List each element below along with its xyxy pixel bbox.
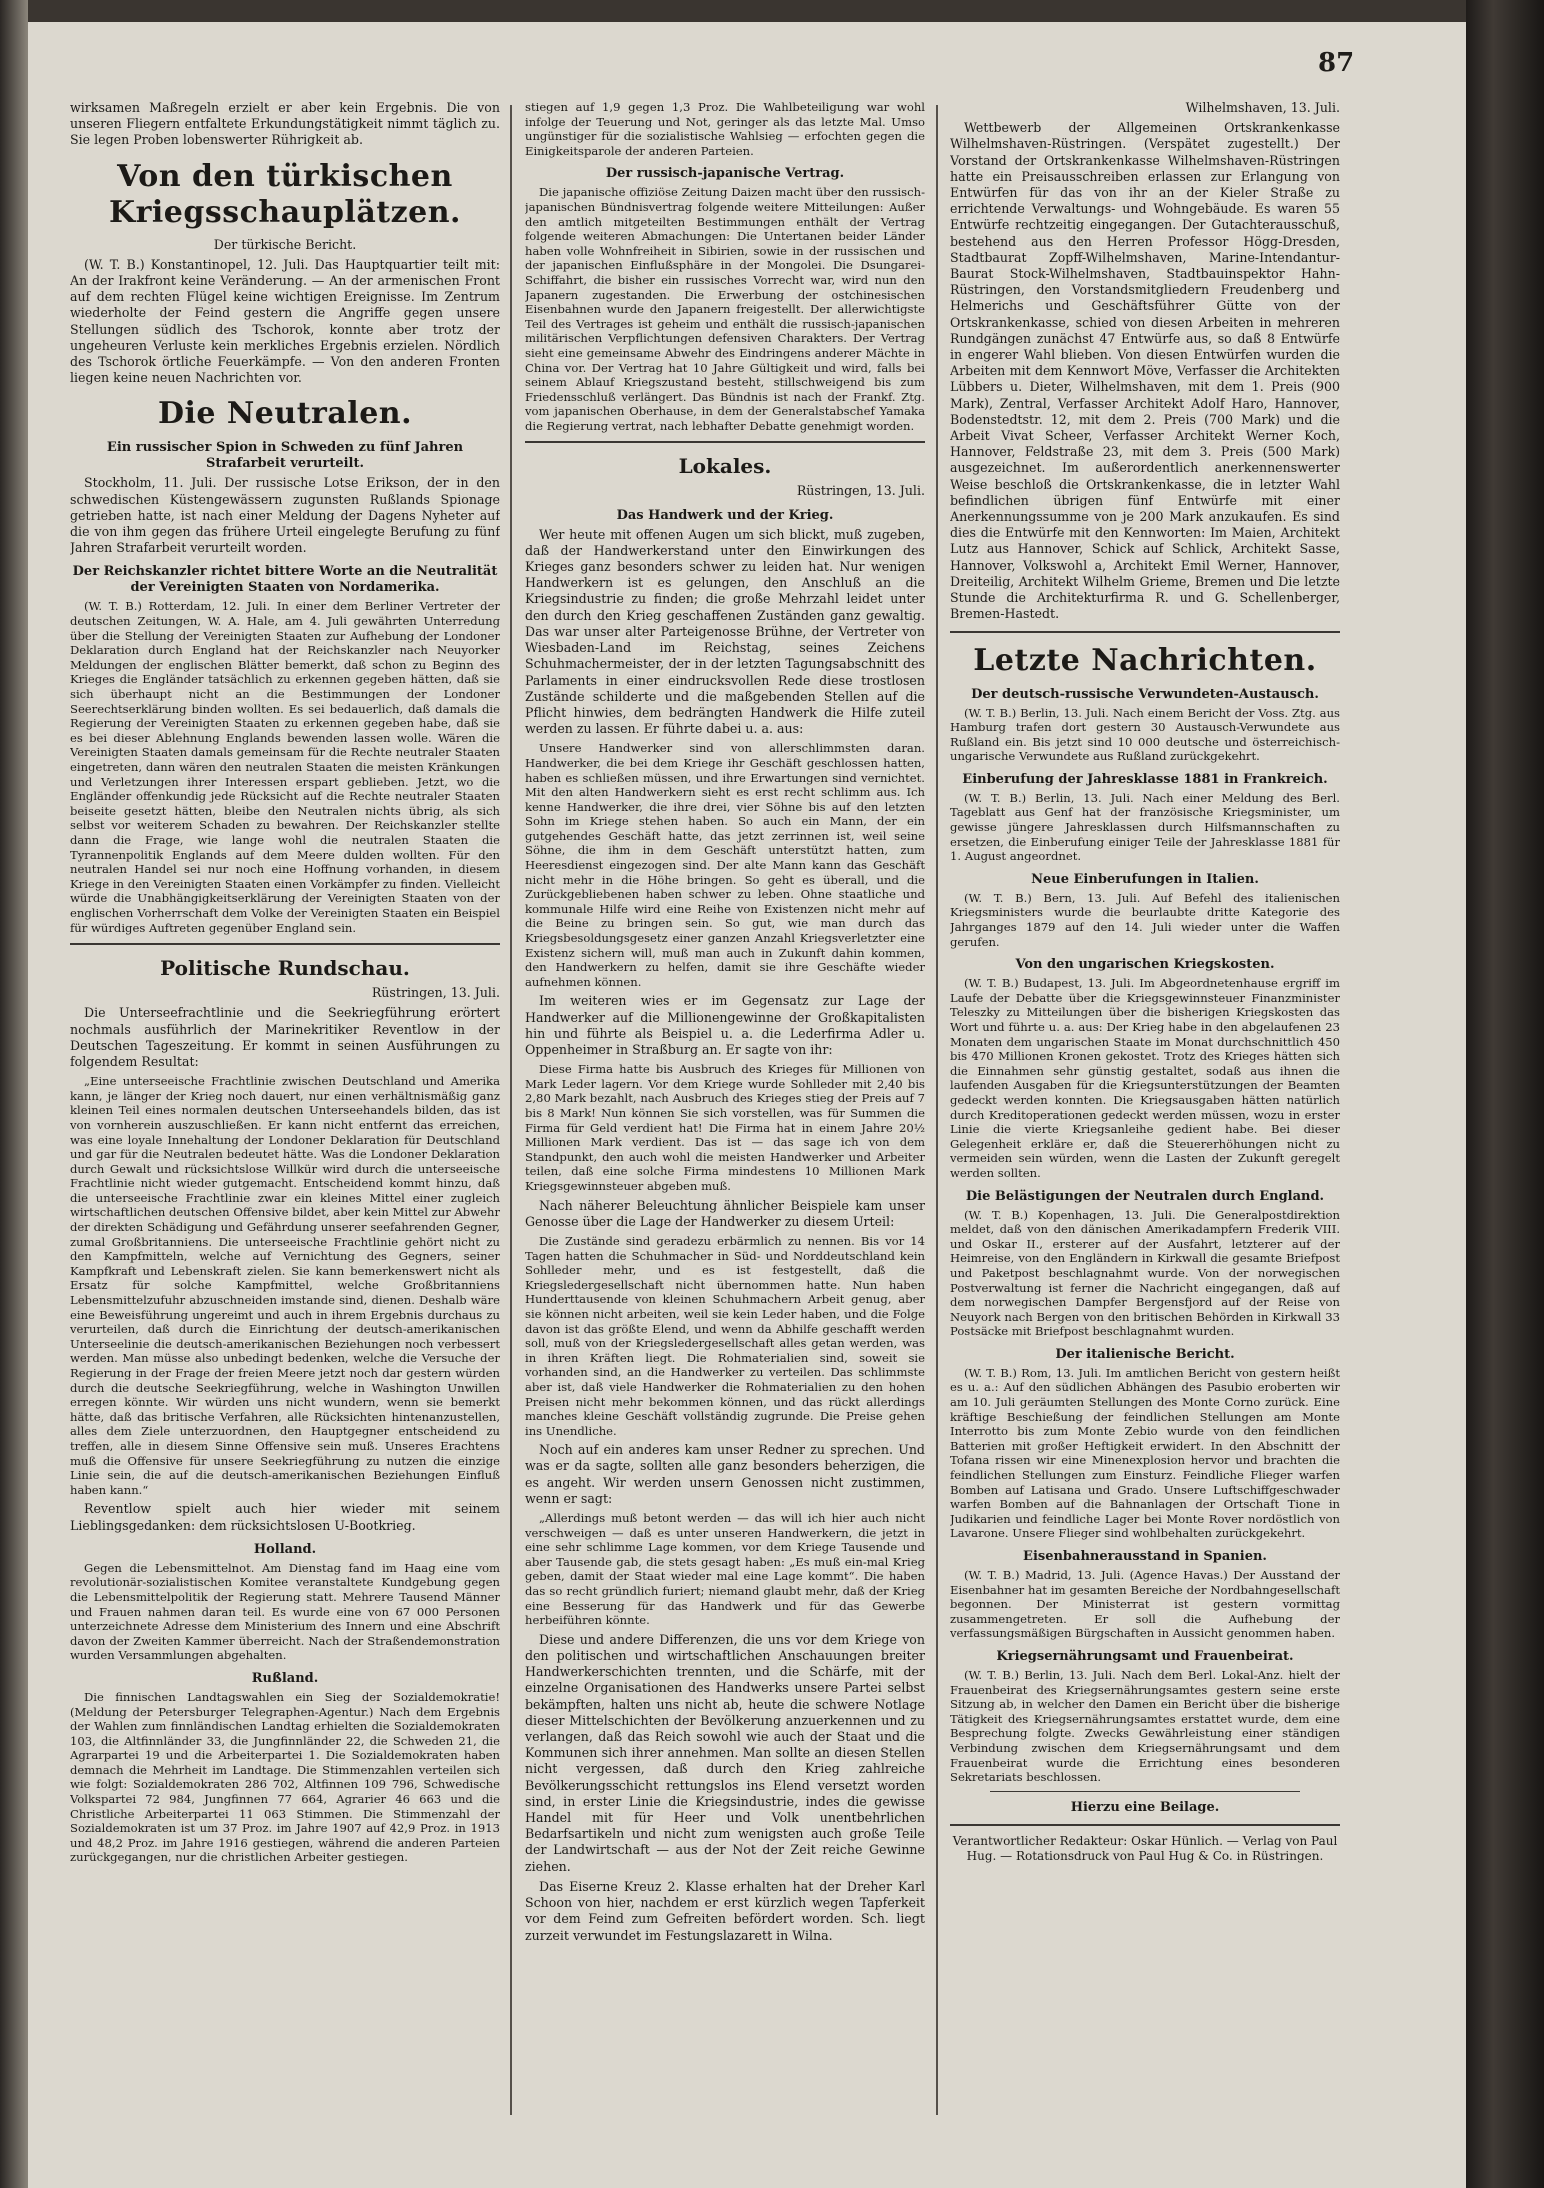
- paragraph: (W. T. B.) Konstantinopel, 12. Juli. Das Hauptquartier teilt mit: An der Irakfront keine Veränderung. — An der armenischen Front auf dem rechten Flügel keine wichtigen Ereignisse. Im Zentrum wiederholte der Feind gestern die Angriffe gegen unsere Stellungen südlich des Tschorok, konnte aber trotz der ungeheuren Verluste kein merkliches Ergebnis erzielen. Nördlich des Tschorok örtliche Feuerkämpfe. — Von den anderen Fronten liegen keine neuen Nachrichten vor.: [70, 256, 500, 386]
- subheadline: Ein russischer Spion in Schweden zu fünf Jahren Strafarbeit verurteilt.: [106, 440, 464, 472]
- paragraph: wirksamen Maßregeln erzielt er aber kein Ergebnis. Die von unseren Fliegern entfaltete Erkundungstätigkeit nimmt täglich zu. Sie legen Proben lobenswerter Rührigkeit ab.: [70, 100, 500, 148]
- paragraph: „Allerdings muß betont werden — das will ich hier auch nicht verschweigen — daß es unter unseren Handwerkern, die jetzt in eine sehr schlimme Lage kommen, vor dem Kriege Tausende und aber Tausende gab, die stets gesagt haben: „Es muß ein-mal Krieg geben, damit der Staat wieder mal eine Lage kommt“. Die haben das so recht gründlich furiert; niemand glaubt mehr, daß der Krieg eine Besserung für das Handwerk und für das Gewerbe herbeiführen könnte.: [525, 1511, 925, 1628]
- column-3: [950, 100, 1340, 2125]
- subheadline: Der türkische Bericht.: [213, 236, 357, 252]
- paragraph: „Eine unterseeische Frachtlinie zwischen Deutschland und Amerika kann, je länger der Krieg noch dauert, nur einen verhältnismäßig ganz kleinen Teil eines normalen deutschen Unterseehandels bilden, das ist von vornherein auszuschließen. Er kann nicht entfernt das erreichen, was eine loyale Innehaltung der Londoner Deklaration für Deutschland und gar für die Neutralen bedeutet hätte. Was die Londoner Deklaration durch Gewalt und rücksichtslose Willkür wird durch die unterseeische Frachtlinie nicht wieder gutgemacht. Entscheidend kommt hinzu, daß die unterseeische Frachtlinie zwar ein kleines Mittel einer zugleich wirtschaftlichen deutschen Offensive bildet, aber kein Mittel zur Abwehr der direkten Schädigung und Gefährdung unserer seefahrenden Gegner, zumal Großbritanniens. Die unterseeische Frachtlinie gehört nicht zu den Kampfmitteln, welche auf Vernichtung des Gegners, seiner Kampfkraft und Lebenskraft zielen. Sie kann bemerkenswert nicht als Ersatz für solche Kampfmittel, welche Großbritanniens Lebensmittelzufuhr abzuschneiden imstande sind, dienen. Deshalb wäre eine Beweisführung ungereimt und auch in ihrem Ergebnis durchaus zu verurteilen, daß durch die Einrichtung der deutsch-amerikanischen Unterseelinie die deutsch-amerikanischen Beziehungen noch verbessert werden. Man müsse also unbedingt bedenken, welche die Versuche der Regierung in der Frage der freien Meere jetzt noch dar gestern würden durch die deutsche Seekriegführung, welche in Washington Unwillen erregen könnte. Wir würden uns nicht wundern, wenn sie bemerkt hätte, daß das britische Verfahren, alle Rücksichten hintenanzustellen, alles dem Ziele unterzuordnen, den Hauptgegner entscheidend zu treffen, alle in diesem Sinne Offensive sein muß. Unseres Erachtens muß die Offensive für unsere Seekriegführung zu nutzen die einzige Linie sein, die auf die deutsch-amerikanischen Beziehungen Einfluß haben kann.“: [70, 1074, 500, 1497]
- section-heading-russland: Rußland.: [251, 1670, 319, 1686]
- column-1: [70, 100, 500, 2125]
- subheadline: Der Reichskanzler richtet bittere Worte an die Neutralität der Vereinigten Staaten von Nordamerika.: [72, 564, 498, 596]
- paragraph: Reventlow spielt auch hier wieder mit seinem Lieblingsgedanken: dem rücksichtslosen U-Bootkrieg.: [70, 1501, 500, 1533]
- paragraph: (W. T. B.) Berlin, 13. Juli. Nach einer Meldung des Berl. Tageblatt aus Genf hat der französische Kriegsminister, um gewisse jüngere Jahresklassen durch Hilfsmannschaften zu ersetzen, die Einberufung einiger Teile der Jahresklasse 1881 für 1. August angeordnet.: [950, 790, 1340, 864]
- subheadline: Eisenbahnerausstand in Spanien.: [1023, 1549, 1267, 1564]
- section-divider: [950, 1824, 1340, 1826]
- supplement-note: Hierzu eine Beilage.: [1070, 1799, 1220, 1815]
- paragraph: Diese Firma hatte bis Ausbruch des Krieges für Millionen von Mark Leder lagern. Vor dem Kriege wurde Sohlleder mit 2,40 bis 2,80 Mark bezahlt, nach Ausbruch des Krieges stieg der Preis auf 7 bis 8 Mark! Nun können Sie sich vorstellen, was für Summen die Firma für Geld verdient hat! Die Firma hat in einem Jahre 20½ Millionen Mark verdient. Das ist — das sage ich von dem Standpunkt, den auch wohl die meisten Handwerker und Arbeiter teilen, daß eine solche Firma mindestens 10 Millionen Mark Kriegsgewinnsteuer abgeben muß.: [525, 1062, 925, 1193]
- headline-tuerkische-kriegsschauplaetze: Von den türkischen Kriegsschauplätzen.: [109, 158, 461, 230]
- paragraph: Die finnischen Landtagswahlen ein Sieg der Sozialdemokratie! (Meldung der Petersburger Telegraphen-Agentur.) Nach dem Ergebnis der Wahlen zum finnländischen Landtag erhielten die Sozialdemokraten 103, die Altfinnländer 33, die Jungfinnländer 22, die Schweden 21, die Agrarpartei 19 und die Arbeiterpartei 1. Die Sozialdemokraten haben demnach die Mehrheit im Landtage. Die Stimmenzahlen verteilen sich wie folgt: Sozialdemokraten 286 702, Altfinnen 109 796, Schwedische Volkspartei 72 984, Jungfinnen 77 664, Agrarier 46 663 und die Christliche Arbeiterpartei 11 063 Stimmen. Die Stimmenzahl der Sozialdemokraten ist um 37 Proz. im Jahre 1907 auf 42,9 Proz. in 1913 und 48,2 Proz. im Jahre 1916 gestiegen, während die anderen Parteien zurückgegangen, nur die christlichen Arbeiter gestiegen.: [70, 1689, 500, 1865]
- section-divider: [525, 441, 925, 443]
- paragraph: Wettbewerb der Allgemeinen Ortskrankenkasse Wilhelmshaven-Rüstringen. (Verspätet zugestellt.) Der Vorstand der Ortskrankenkasse Wilhelmshaven-Rüstringen hatte ein Preisausschreiben erlassen zur Erlangung von Entwürfen für das von ihr an der Kieler Straße zu errichtende Verwaltungs- und Wohngebäude. Es waren 55 Entwürfe rechtzeitig eingegangen. Der Gutachterausschuß, bestehend aus den Herren Professor Högg-Dresden, Stadtbaurat Zopff-Wilhelmshaven, Marine-Intendantur-Baurat Stock-Wilhelmshaven, Stadtbauinspektor Hahn-Rüstringen, den Vorstandsmitgliedern Freudenberg und Helmerichs und Geschäftsführer Gütte von der Ortskrankenkasse, schied von diesen Arbeiten in mehreren Rundgängen zunächst 47 Entwürfe aus, so daß 8 Entwürfe in engerer Wahl blieben. Von diesen Entwürfen wurden die Arbeiten mit dem Kennwort Möve, Verfasser die Architekten Lübbers u. Dieter, Wilhelmshaven, mit dem 1. Preis (900 Mark), Zentral, Verfasser Architekt Adolf Haro, Hannover, Bodenstedtstr. 12, mit dem 2. Preis (700 Mark) und die Arbeit Vivat Scheer, Verfasser Architekt Werner Koch, Hannover, Feldstraße 23, mit dem 3. Preis (500 Mark) ausgezeichnet. Im außerordentlich anerkennenswerter Weise beschloß die Ortskrankenkasse, die in letzter Wahl befindlichen übrigen fünf Entwürfe mit einer Anerkennungssumme von je 200 Mark anzukaufen. Es sind dies die Entwürfe mit den Kennworten: Im Maien, Architekt Lutz aus Hannover, Schick auf Schlick, Architekt Sasse, Hannover, Volkswohl a, Architekt Emil Werner, Hannover, Dreiteilig, Architekt Wilhelm Grieme, Bremen und Die letzte Stunde die Architekturfirma R. und G. Schellenberger, Bremen-Hastedt.: [950, 120, 1340, 622]
- paragraph: Noch auf ein anderes kam unser Redner zu sprechen. Und was er da sagte, sollten alle ganz besonders beherzigen, die es angeht. Wir werden unsern Genossen nicht zustimmen, wenn er sagt:: [525, 1442, 925, 1506]
- book-left-edge: [0, 0, 28, 2188]
- paragraph: (W. T. B.) Bern, 13. Juli. Auf Befehl des italienischen Kriegsministers wurde die beurlaubte dritte Kategorie des Jahrganges 1879 auf den 14. Juli wieder unter die Waffen gerufen.: [950, 890, 1340, 949]
- dateline: Rüstringen, 13. Juli.: [371, 985, 500, 1001]
- book-binding: [1466, 0, 1544, 2188]
- subheadline: Der italienische Bericht.: [1055, 1346, 1235, 1362]
- column-2: [525, 100, 925, 2125]
- dateline: Wilhelmshaven, 13. Juli.: [1185, 100, 1340, 115]
- paragraph: (W. T. B.) Berlin, 13. Juli. Nach dem Berl. Lokal-Anz. hielt der Frauenbeirat des Kriegsernährungsamtes gestern seine erste Sitzung ab, in welcher den Damen ein Bericht über die bisherige Tätigkeit des Kriegsernährungsamtes erstattet wurde, dem eine Besprechung folgte. Zwecks Gewährleistung einer ständigen Verbindung zwischen dem Kriegsernährungsamt und dem Frauenbeirat wurde die Errichtung eines besonderen Sekretariats beschlossen.: [950, 1667, 1340, 1785]
- paragraph: (W. T. B.) Berlin, 13. Juli. Nach einem Bericht der Voss. Ztg. aus Hamburg trafen dort gestern 30 Austausch-Verwundete aus Rußland ein. Bis jetzt sind 10 000 deutsche und österreichisch-ungarische Verwundete aus Rußland zurückgekehrt.: [950, 705, 1340, 764]
- section-divider: [950, 631, 1340, 633]
- column-rule: [510, 105, 512, 2115]
- paragraph: Gegen die Lebensmittelnot. Am Dienstag fand im Haag eine vom revolutionär-sozialistischen Komitee veranstaltete Kundgebung gegen die Lebensmittelpolitik der Regierung statt. Mehrere Tausend Männer und Frauen nahmen daran teil. Es wurde eine von 67 000 Personen unterzeichnete Adresse dem Ministerium des Innern und eine Abschrift davon der Zweiten Kammer überreicht. Nach der Straßendemonstration wurden Versammlungen abgehalten.: [70, 1560, 500, 1663]
- headline-letzte-nachrichten: Letzte Nachrichten.: [973, 642, 1317, 678]
- headline-lokales: Lokales.: [678, 454, 772, 479]
- paragraph: Im weiteren wies er im Gegensatz zur Lage der Handwerker auf die Millionengewinne der Großkapitalisten hin und führte als Beispiel u. a. die Lederfirma Adler u. Oppenheimer in Straßburg an. Er sagte von ihr:: [525, 993, 925, 1058]
- headline-die-neutralen: Die Neutralen.: [157, 396, 413, 432]
- paragraph: (W. T. B.) Rotterdam, 12. Juli. In einer dem Berliner Vertreter der deutschen Zeitungen, W. A. Hale, am 4. Juli gewährten Unterredung über die Stellung der Vereinigten Staaten zur Aufhebung der Londoner Deklaration durch England hat der Reichskanzler nach Neuyorker Meldungen der englischen Blätter bemerkt, daß schon zu Beginn des Krieges die Engländer tatsächlich zu erkennen gegeben hätten, daß sie sich überhaupt nicht an die Bestimmungen der Londoner Seerechtserklärung binden wollten. Es sei bedauerlich, daß damals die Regierung der Vereinigten Staaten zu erkennen gegeben habe, daß sie es bei dieser Ablehnung Englands bewenden lassen wolle. Wären die Vereinigten Staaten damals gemeinsam für die Rechte neutraler Staaten eingetreten, dann wären den neutralen Staaten die meisten Kränkungen und Verletzungen ihrer Interessen erspart geblieben. Jetzt, wo die Engländer offenkundig jede Rücksicht auf die Rechte neutraler Staaten beiseite gesetzt hätten, bleibe den Neutralen nichts übrig, als sich selbst vor weiterem Schaden zu bewahren. Der Reichskanzler stellte dann die Frage, wie lange wohl die neutralen Staaten die Tyrannenpolitik Englands auf dem Meere dulden wollten. Für den neutralen Handel sei nur noch eine Hoffnung vorhanden, in diesem Kriege in den Vereinigten Staaten einen Vorkämpfer zu finden. Vielleicht würde die Unabhängigkeitserklärung der Vereinigten Staaten von der englischen Vorherrschaft dem Volke der Vereinigten Staaten ein Beispiel für würdiges Auftreten gegenüber England sein.: [70, 599, 500, 935]
- paragraph: Das Eiserne Kreuz 2. Klasse erhalten hat der Dreher Karl Schoon von hier, nachdem er erst kürzlich wegen Tapferkeit vor dem Feind zum Gefreiten befördert worden. Sch. liegt zurzeit verwundet im Festungslazarett in Wilna.: [525, 1878, 925, 1943]
- paragraph: Wer heute mit offenen Augen um sich blickt, muß zugeben, daß der Handwerkerstand unter den Einwirkungen des Krieges ganz besonders schwer zu leiden hat. Nur wenigen Handwerkern ist es gelungen, den Anschluß an die Kriegsindustrie zu finden; die große Mehrzahl leidet unter den durch den Krieg geschaffenen Zuständen ganz gewaltig. Das war unser alter Parteigenosse Brühne, der Vertreter von Wiesbaden-Land im Reichstag, seines Zeichens Schuhmachermeister, der in der letzten Tagungsabschnitt des Parlaments in einer eindrucksvollen Rede diese trostlosen Zustände schilderte und die maßgebenden Stellen auf die Pflicht hinwies, dem bedrängten Handwerk die Hilfe zuteil werden zu lassen. Er führte dabei u. a. aus:: [525, 526, 925, 737]
- paragraph: Nach näherer Beleuchtung ähnlicher Beispiele kam unser Genosse über die Lage der Handwerker zu diesem Urteil:: [525, 1197, 925, 1229]
- dateline: Rüstringen, 13. Juli.: [796, 483, 925, 499]
- paragraph: (W. T. B.) Madrid, 13. Juli. (Agence Havas.) Der Ausstand der Eisenbahner hat im gesamten Bereiche der Nordbahngesellschaft begonnen. Der Ministerrat ist gestern vormittag zusammengetreten. Er soll die Aufhebung der verfassungsmäßigen Bürgschaften in Aussicht genommen haben.: [950, 1568, 1340, 1641]
- subheadline: Die Belästigungen der Neutralen durch England.: [965, 1188, 1325, 1204]
- subheadline: Kriegsernährungsamt und Frauenbeirat.: [996, 1648, 1294, 1664]
- subheadline: Das Handwerk und der Krieg.: [616, 507, 834, 523]
- subheadline: Der deutsch-russische Verwundeten-Austausch.: [971, 686, 1319, 702]
- paragraph: Die Zustände sind geradezu erbärmlich zu nennen. Bis vor 14 Tagen hatten die Schuhmacher in Süd- und Norddeutschland kein Sohlleder mehr, und es ist festgestellt, daß die Kriegsledergesellschaft nicht übernommen hatte. Nun haben Hunderttausende von kleinen Schuhmachern Arbeit genug, aber sie können nicht arbeiten, weil sie kein Leder haben, und die Folge davon ist das größte Elend, und wenn da Abhilfe geschafft werden soll, muß von der Kriegsledergesellschaft alles getan werden, was in ihren Kräften liegt. Die Rohmaterialien sind, soweit sie vorhanden sind, an die Handwerker zu verteilen. Das schlimmste aber ist, daß viele Handwerker die Rohmaterialien zu den hohen Preisen nicht mehr bekommen können, und das rückt allerdings manches kleine Geschäft vollständig zugrunde. Die Preise gehen ins Unendliche.: [525, 1233, 925, 1438]
- paragraph: (W. T. B.) Rom, 13. Juli. Im amtlichen Bericht von gestern heißt es u. a.: Auf den südlichen Abhängen des Pasubio eroberten wir am 10. Juli geräumten Stellungen des Monte Corno zurück. Eine kräftige Beschießung der feindlichen Stellungen am Monte Interrotto bis zum Monte Zebio wurde von den feindlichen Batterien mit großer Heftigkeit erwidert. In den Abschnitt der Tofana rissen wir eine Minenexplosion hervor und brachten die feindlichen Stellungen zum Einsturz. Feindliche Flieger warfen Bomben auf Latisana und Grado. Unsere Luftschiffgeschwader warfen Bomben auf die Bahnanlagen der Ortschaft Tione in Judikarien und feindliche Lager bei Monte Rover nordöstlich von Lavarone. Unsere Flieger sind wohlbehalten zurückgekehrt.: [950, 1365, 1340, 1541]
- section-divider: [70, 943, 500, 945]
- column-rule: [936, 105, 938, 2115]
- paragraph: Diese und andere Differenzen, die uns vor dem Kriege von den politischen und wirtschaftlichen Anschauungen breiter Handwerkerschichten trennten, und die Schärfe, mit der einzelne Organisationen des Handwerks unsere Partei selbst bekämpften, halten uns nicht ab, heute die schwere Notlage dieser Mittelschichten der Bevölkerung anzuerkennen und zu verlangen, daß das Reich sowohl wie auch der Staat und die Kommunen sich ihrer annehmen. Man sollte an diesen Stellen nicht vergessen, daß durch den Krieg zahlreiche Bevölkerungsschicht rettungslos ins Elend versetzt worden sind, in erster Linie die Kriegsindustrie, indes die gewisse Handel mit für Heer und Volk unentbehrlichen Bedarfsartikeln und nicht zum wenigsten auch große Teile der Landwirtschaft — aus der Not der Zeit reiche Gewinne ziehen.: [525, 1631, 925, 1874]
- section-heading-holland: Holland.: [253, 1541, 317, 1557]
- paragraph: Unsere Handwerker sind von allerschlimmsten daran. Handwerker, die bei dem Kriege ihr Geschäft geschlossen hatten, haben es schließen müssen, und ihre Erwartungen sind vernichtet. Mit den alten Handwerkern sieht es erst recht schlimm aus. Ich kenne Handwerker, die ihre drei, vier Söhne bis auf den letzten Sohn im Kriege stehen haben. So auch ein Mann, der ein gutgehendes Geschäft hatte, das jetzt zerrinnen ist, weil seine Söhne, die ihm in dem Geschäft unterstützt hatten, zum Heeresdienst eingezogen sind. Der alte Mann kann das Geschäft nicht mehr in die Höhe bringen. So geht es überall, und die Zurückgebliebenen haben schwer zu leben. Ohne staatliche und kommunale Hilfe wird eine Reihe von Existenzen nicht mehr auf die Beine zu bringen sein. So gut, wie man durch das Kriegsbesoldungsgesetz einer ganzen Anzahl Kriegsverletzter eine Existenz sichern will, muß man auch in Zukunft dahin kommen, den Handwerkern zu helfen, damit sie ihre Geschäfte wieder aufnehmen können.: [525, 741, 925, 989]
- paragraph: (W. T. B.) Kopenhagen, 13. Juli. Die Generalpostdirektion meldet, daß von den dänischen Amerikadampfern Frederik VIII. und Oskar II., ersterer auf der Ausfahrt, letzterer auf der Heimreise, von den Engländern in Kirkwall die gesamte Briefpost und Paketpost beschlagnahmt wurde. Von der norwegischen Postverwaltung ist ferner die Nachricht eingegangen, daß auf dem norwegischen Dampfer Bergensfjord auf der Reise von Neuyork nach Bergen von den britischen Behörden in Kirkwall 33 Postsäcke mit Briefpost beschlagnahmt wurden.: [950, 1207, 1340, 1339]
- subheadline: Von den ungarischen Kriegskosten.: [1015, 957, 1275, 973]
- paragraph: (W. T. B.) Budapest, 13. Juli. Im Abgeordnetenhause ergriff im Laufe der Debatte über die Kriegsgewinnsteuer Finanzminister Teleszky zu Mitteilungen über die bisherigen Kriegskosten das Wort und führte u. a. aus: Der Krieg habe in den abgelaufenen 23 Monaten dem ungarischen Staate im Monat durchschnittlich 450 bis 470 Millionen Kronen gekostet. Trotz des Krieges hätten sich die Einnahmen sehr günstig gestaltet, sodaß aus ihnen die laufenden Ausgaben für die Kriegsunterstützungen der Beamten gedeckt werden konnten. Die Kriegsausgaben hätten natürlich durch Kreditoperationen gedeckt werden müssen, wozu in erster Linie die vierte Kriegsanleihe gedient habe. Bei dieser Gelegenheit erkläre er, daß die Steuererhöhungen nicht zu vermeiden sein würden, wenn die Lasten der Zukunft geregelt werden sollten.: [950, 976, 1340, 1180]
- paragraph: stiegen auf 1,9 gegen 1,3 Proz. Die Wahlbeteiligung war wohl infolge der Teuerung und Not, geringer als das letzte Mal. Umso ungünstiger für die sozialistische Wahlsieg — erfochten gegen die Einigkeitsparole der anderen Parteien.: [525, 100, 925, 158]
- subheadline: Einberufung der Jahresklasse 1881 in Frankreich.: [962, 771, 1328, 787]
- section-divider: [990, 1791, 1300, 1792]
- subheadline: Der russisch-japanische Vertrag.: [605, 166, 845, 182]
- paragraph: Die japanische offiziöse Zeitung Daizen macht über den russisch-japanischen Bündnisvertrag folgende weitere Mitteilungen: Außer den amtlich mitgeteilten Bestimmungen enthält der Vertrag folgende weiteren Abmachungen: Die Untertanen beider Länder haben volle Wohnfreiheit in Sibirien, sowie in der russischen und der japanischen Einflußsphäre in der Mongolei. Die Dsungarei-Schiffahrt, die bisher ein russisches Vorrecht war, wird nun den Japanern zugestanden. Die Erwerbung der ostchinesischen Eisenbahnen wurde den Japanern freigestellt. Der allerwichtigste Teil des Vertrages ist geheim und enthält die russisch-japanischen militärischen Verpflichtungen defensiven Charakters. Der Vertrag sieht eine gemeinsame Abwehr des Eindringens anderer Mächte in China vor. Der Vertrag hat 10 Jahre Gültigkeit und wird, falls bei seinem Ablauf Kriegszustand besteht, stillschweigend bis zum Friedensschluß verlängert. Das Bündnis ist nach der Frankf. Ztg. vom japanischen Oberhause, in dem der Generalstabschef Yamaka die Regierung vertrat, nach lebhafter Debatte genehmigt worden.: [525, 185, 925, 433]
- subheadline: Neue Einberufungen in Italien.: [1031, 871, 1259, 887]
- paragraph: Die Unterseefrachtlinie und die Seekriegführung erörtert nochmals ausführlich der Marinekritiker Reventlow in der Deutschen Tageszeitung. Er kommt in seinen Ausführungen zu folgendem Resultat:: [70, 1005, 500, 1069]
- paragraph: Stockholm, 11. Juli. Der russische Lotse Erikson, der in den schwedischen Küstengewässern zugunsten Rußlands Spionage getrieben hatte, ist nach einer Meldung der Dagens Nyheter auf die von ihm gegen das frühere Urteil eingelegte Berufung zu fünf Jahren Strafarbeit verurteilt worden.: [70, 475, 500, 556]
- page-number: 87: [1318, 48, 1355, 78]
- imprint: Verantwortlicher Redakteur: Oskar Hünlich. — Verlag von Paul Hug. — Rotationsdruck von Paul Hug & Co. in Rüstringen.: [952, 1833, 1338, 1863]
- headline-politische-rundschau: Politische Rundschau.: [160, 956, 410, 981]
